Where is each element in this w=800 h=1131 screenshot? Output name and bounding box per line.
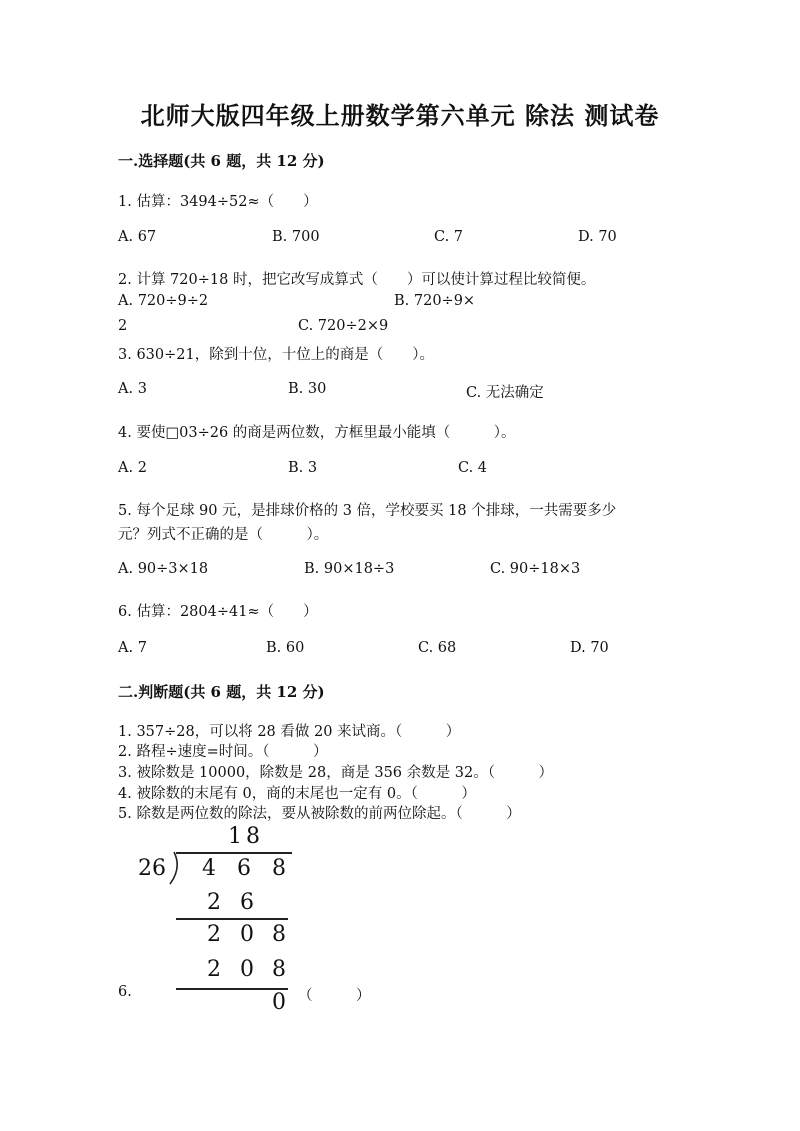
q3-option-c: C. 无法确定	[466, 385, 544, 401]
q3-option-a: A. 3	[118, 381, 147, 397]
q6-option-b: B. 60	[266, 640, 305, 656]
question-5-line-2: 元？列式不正确的是（ ）。	[118, 527, 329, 543]
section-heading-judgment: 二.判断题(共 6 题，共 12 分)	[118, 683, 325, 701]
step2-digit-1: 2	[207, 922, 221, 947]
q1-option-b: B. 700	[272, 229, 320, 245]
q6-option-a: A. 7	[118, 640, 147, 656]
q2-option-c: C. 720÷2×9	[298, 318, 389, 334]
dividend-digit-1: 4	[202, 856, 216, 881]
divisor: 26	[138, 856, 166, 881]
q1-option-a: A. 67	[118, 229, 157, 245]
judgment-item-2: 2. 路程÷速度=时间。（ ）	[118, 744, 328, 760]
q5-option-b: B. 90×18÷3	[304, 561, 395, 577]
q6-option-c: C. 68	[418, 640, 457, 656]
step2-digit-3: 8	[272, 922, 286, 947]
page-title: 北师大版四年级上册数学第六单元 除法 测试卷	[140, 101, 660, 130]
judgment-item-6-label: 6.	[118, 984, 132, 1000]
step1-digit-2: 6	[240, 890, 254, 915]
judgment-item-4: 4. 被除数的末尾有 0，商的末尾也一定有 0。（ ）	[118, 786, 476, 802]
section-heading-choice: 一.选择题(共 6 题，共 12 分)	[118, 152, 325, 170]
q3-option-b: B. 30	[288, 381, 327, 397]
q4-option-a: A. 2	[118, 460, 147, 476]
q4-option-b: B. 3	[288, 460, 318, 476]
step1-digit-1: 2	[207, 890, 221, 915]
step3-digit-1: 2	[207, 957, 221, 982]
dividend-digit-3: 8	[272, 856, 286, 881]
q4-option-c: C. 4	[458, 460, 488, 476]
question-4: 4. 要使□03÷26 的商是两位数，方框里最小能填（ ）。	[118, 425, 516, 441]
q5-option-c: C. 90÷18×3	[490, 561, 581, 577]
remainder: 0	[272, 990, 286, 1015]
step3-digit-3: 8	[272, 957, 286, 982]
subtraction-line-1	[176, 918, 288, 920]
q1-option-c: C. 7	[434, 229, 464, 245]
q6-option-d: D. 70	[570, 640, 609, 656]
division-bar	[176, 852, 292, 854]
q2-option-b: B. 720÷9×	[394, 293, 476, 309]
judgment-item-6-blank: （ ）	[298, 988, 371, 1004]
q1-option-d: D. 70	[578, 229, 617, 245]
quotient-digit-2: 8	[246, 824, 260, 849]
step3-digit-2: 0	[240, 957, 254, 982]
quotient-digit-1: 1	[228, 824, 242, 849]
question-6: 6. 估算：2804÷41≈（ ）	[118, 604, 318, 620]
question-2: 2. 计算 720÷18 时，把它改写成算式（ ）可以使计算过程比较简便。	[118, 272, 596, 288]
question-3: 3. 630÷21，除到十位，十位上的商是（ ）。	[118, 347, 434, 363]
judgment-item-5: 5. 除数是两位数的除法，要从被除数的前两位除起。（ ）	[118, 806, 521, 822]
step2-digit-2: 0	[240, 922, 254, 947]
q2-option-a: A. 720÷9÷2	[118, 293, 209, 309]
q5-option-a: A. 90÷3×18	[118, 561, 209, 577]
question-5-line-1: 5. 每个足球 90 元，是排球价格的 3 倍，学校要买 18 个排球，一共需要多少	[118, 503, 617, 519]
question-1: 1. 估算：3494÷52≈（ ）	[118, 194, 318, 210]
judgment-item-1: 1. 357÷28，可以将 28 看做 20 来试商。（ ）	[118, 724, 461, 740]
judgment-item-3: 3. 被除数是 10000，除数是 28，商是 356 余数是 32。（ ）	[118, 765, 553, 781]
dividend-digit-2: 6	[237, 856, 251, 881]
q2-option-b-continued: 2	[118, 318, 128, 334]
